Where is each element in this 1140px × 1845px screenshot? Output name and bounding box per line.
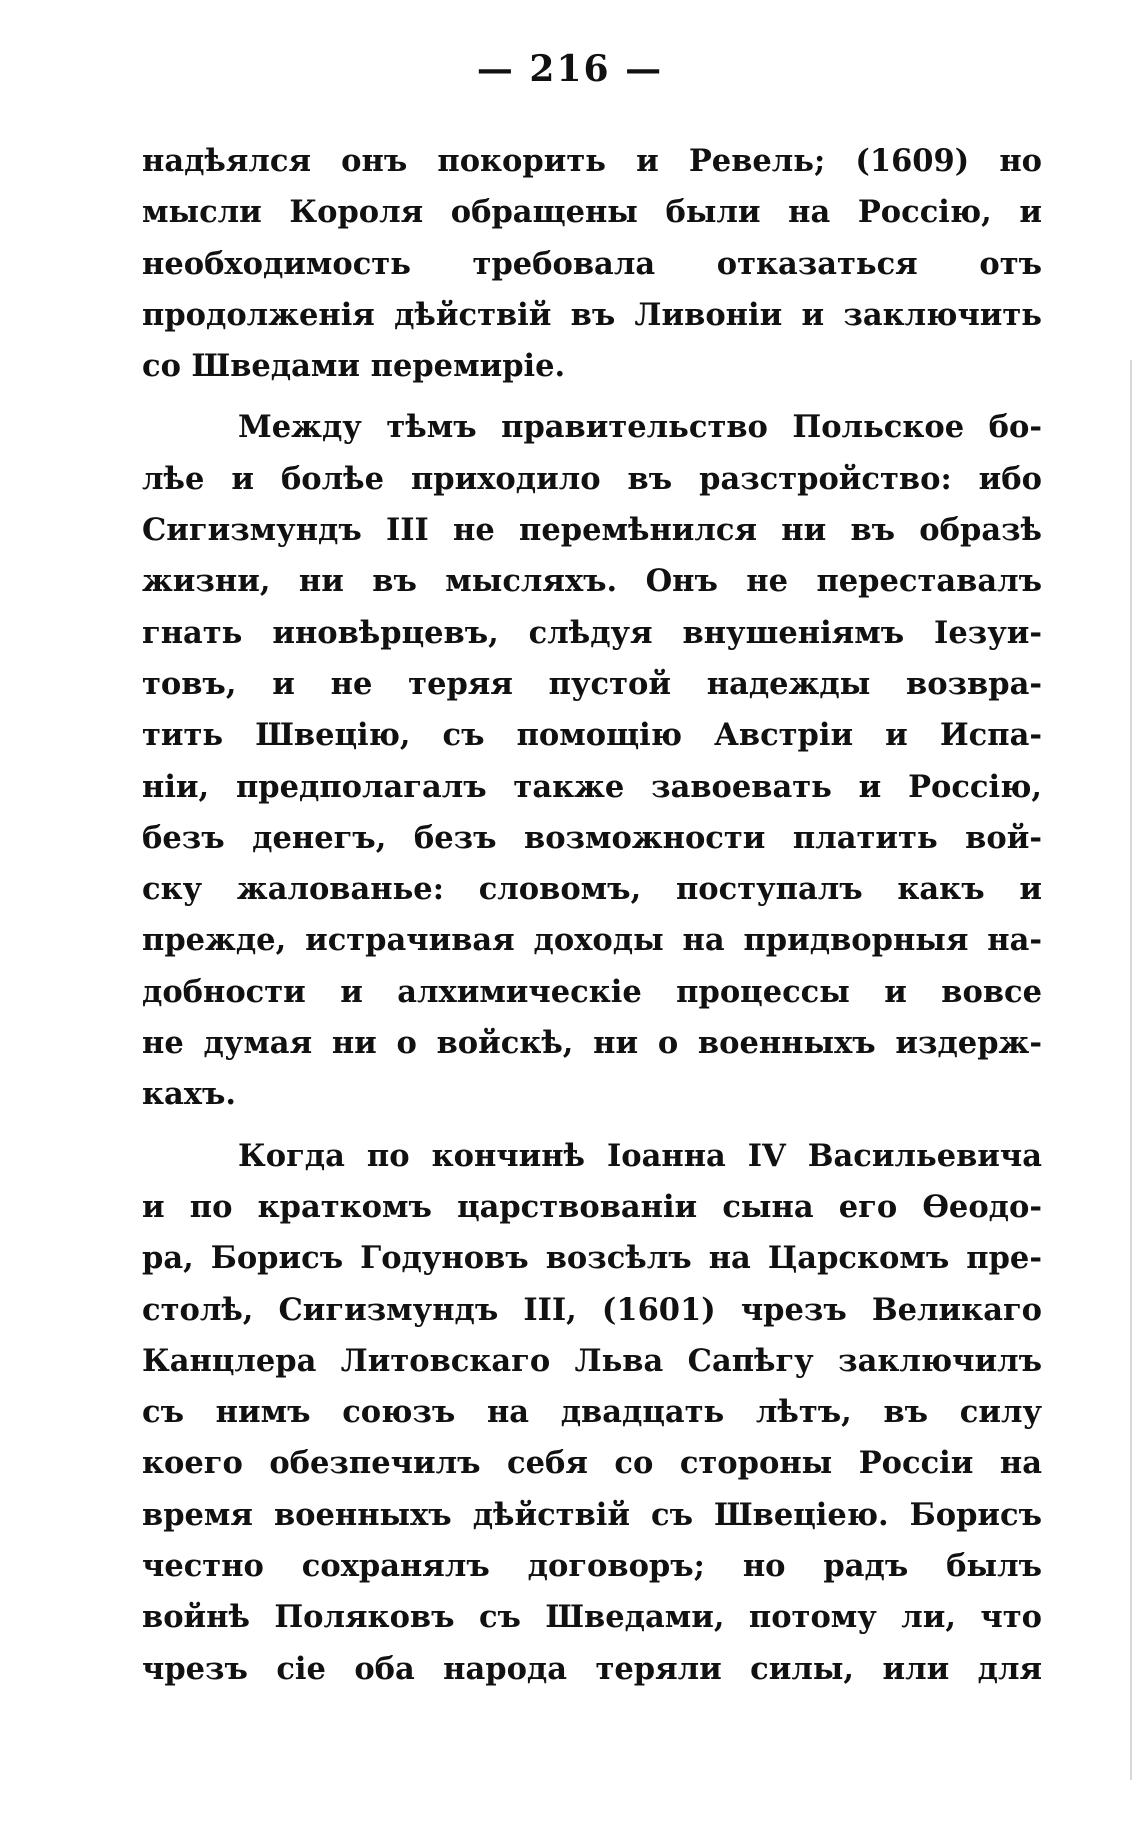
text-line: добности и алхимическіе процессы и вовсе: [142, 973, 1042, 1010]
text-line: ску жалованье: словомъ, поступалъ какъ и: [142, 871, 1042, 908]
paragraph-2: [142, 402, 1042, 1120]
text-line: продолженія дѣйствій въ Ливоніи и заключить: [142, 296, 1042, 333]
text-line: и по краткомъ царствованіи сына его Ѳеодо-: [142, 1188, 1042, 1225]
text-line: войнѣ Поляковъ съ Шведами, потому ли, что: [142, 1599, 1042, 1636]
text-line: Когда по кончинѣ Іоанна IV Васильевича: [238, 1137, 1042, 1174]
text-line: чрезъ сіе оба народа теряли силы, или для: [142, 1650, 1042, 1687]
text-line: столѣ, Сигизмундъ III, (1601) чрезъ Великаго: [142, 1291, 1042, 1328]
text-line: жизни, ни въ мысляхъ. Онъ не переставалъ: [142, 563, 1042, 600]
text-line: ра, Борисъ Годуновъ возсѣлъ на Царскомъ пре-: [142, 1240, 1042, 1277]
text-line: гнать иновѣрцевъ, слѣдуя внушеніямъ Іезуи-: [142, 614, 1042, 651]
text-line: коего обезпечилъ себя со стороны Россіи на: [142, 1445, 1042, 1482]
text-line: товъ, и не теряя пустой надежды возвра-: [142, 665, 1042, 702]
text-line: тить Швецію, съ помощію Австріи и Испа-: [142, 717, 1042, 754]
text-line: необходимость требовала отказаться отъ: [142, 245, 1042, 282]
text-line: Сигизмундъ III не перемѣнился ни въ образѣ: [142, 512, 1042, 549]
text-line: не думая ни о войскѣ, ни о военныхъ издерж-: [142, 1025, 1042, 1062]
text-line: со Шведами перемиріе.: [142, 348, 566, 385]
text-line: честно сохранялъ договоръ; но радъ былъ: [142, 1548, 1042, 1585]
text-line: лѣе и болѣе приходило въ разстройство: ибо: [142, 460, 1042, 497]
text-line: время военныхъ дѣйствій съ Швеціею. Борисъ: [142, 1496, 1042, 1533]
text-line: надѣялся онъ покорить и Ревель; (1609) но: [142, 143, 1042, 179]
paragraph-3: [142, 1131, 1042, 1695]
text-line: безъ денегъ, безъ возможности платить вой-: [142, 819, 1042, 856]
paragraph-1: [142, 136, 1042, 392]
text-line: Между тѣмъ правительство Польское бо-: [238, 409, 1042, 446]
text-line: прежде, истрачивая доходы на придворныя на-: [142, 922, 1042, 959]
body-text: [142, 136, 1042, 1695]
text-line: ніи, предполагалъ также завоевать и Россію,: [142, 768, 1042, 805]
text-line: съ нимъ союзъ на двадцать лѣтъ, въ силу: [142, 1394, 1042, 1431]
page-number: — 216 —: [476, 48, 664, 90]
text-line: Канцлера Литовскаго Льва Сапѣгу заключилъ: [142, 1342, 1042, 1379]
scan-edge-shadow: [1130, 360, 1132, 1780]
text-line: кахъ.: [142, 1076, 236, 1113]
text-line: мысли Короля обращены были на Россію, и: [142, 194, 1042, 231]
